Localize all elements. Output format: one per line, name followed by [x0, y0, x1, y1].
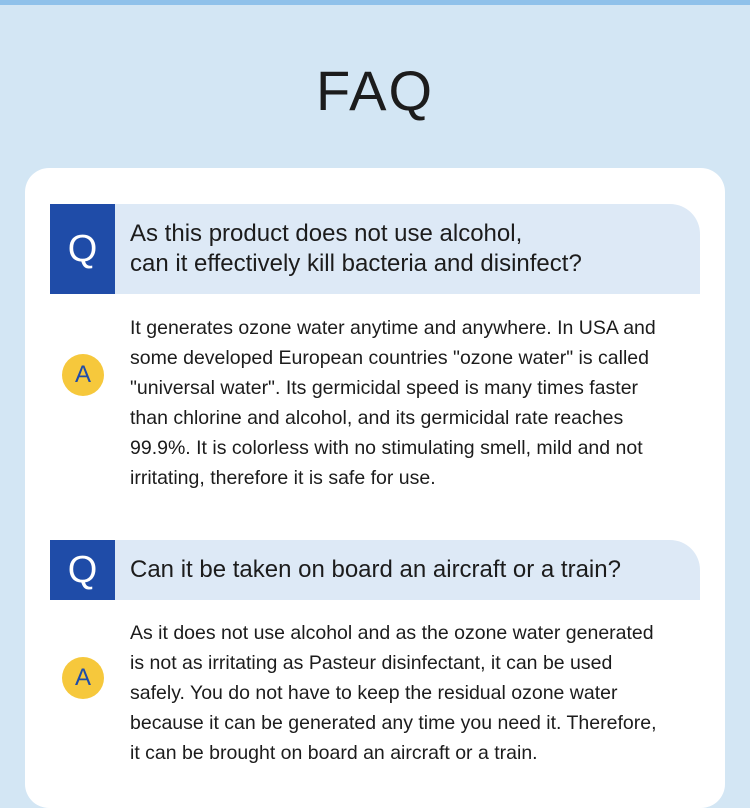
page-title: FAQ [315, 59, 435, 122]
question-badge: Q [50, 204, 115, 294]
question-badge: Q [50, 540, 115, 600]
top-accent-bar [0, 0, 750, 5]
answer-badge: A [62, 657, 104, 699]
answer-text: As it does not use alcohol and as the ozone water generated is not as irritating as Pasteur disinfectant, it can be used safely. You do not have to keep the residual ozone water because it can be generated any time you need it. Therefore, it can be brought on board an aircraft or a train. [130, 622, 657, 764]
faq-question-1 [50, 204, 700, 294]
faq-card [25, 168, 725, 808]
question-text: As this product does not use alcohol, can it effectively kill bacteria and disinfect? [130, 220, 582, 277]
faq-question-2 [50, 540, 700, 600]
answer-badge: A [62, 354, 104, 396]
answer-text: It generates ozone water anytime and anywhere. In USA and some developed European countries "ozone water" is called "universal water". Its germicidal speed is many times faster than chlorine and alcohol, and its germicidal rate reaches 99.9%. It is colorless with no stimulating smell, mild and not irritating, therefore it is safe for use. [130, 317, 656, 489]
question-text: Can it be taken on board an aircraft or a train? [130, 556, 621, 583]
